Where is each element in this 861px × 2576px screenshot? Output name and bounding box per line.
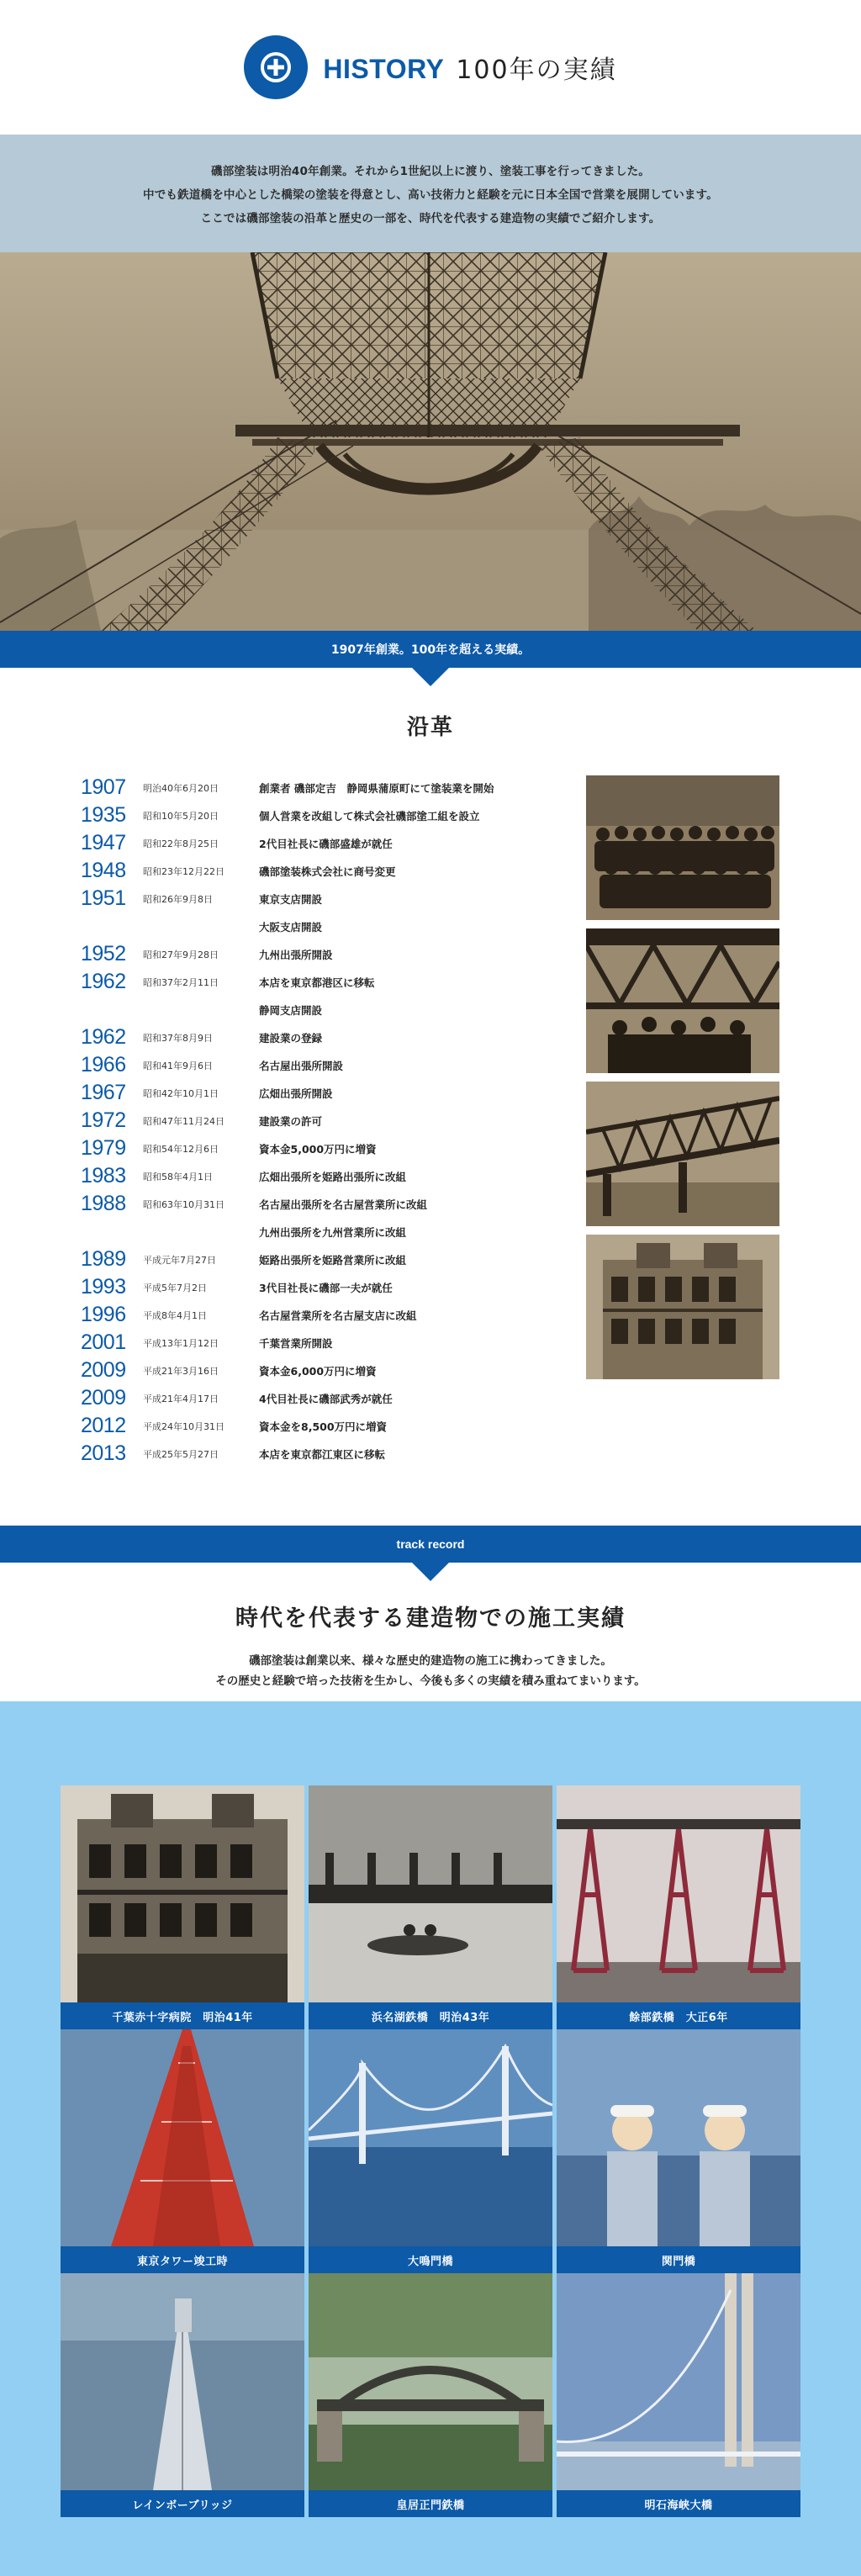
timeline-row [81,1412,568,1440]
timeline-date: 昭和37年2月11日 [143,976,219,988]
timeline-event: 3代目社長に磯部一夫が就任 [259,1281,393,1294]
work-card [61,2029,304,2273]
work-caption: 大鳴門橋 [309,2246,552,2273]
track-record-banner-label: track record [396,1537,465,1551]
page-title-ja: 100年の実績 [456,56,617,85]
timeline-row [81,1162,568,1190]
timeline-row [81,1440,568,1468]
founding-banner [0,631,861,668]
work-photo [61,2029,304,2246]
work-card [61,1785,304,2029]
timeline-row [81,857,568,885]
works-gallery [61,1785,800,2517]
timeline-row [81,1384,568,1412]
history-section [0,668,861,1526]
timeline-year: 1989 [81,1247,126,1271]
timeline-event: 静岡支店開設 [259,1003,323,1017]
page-title-en: HISTORY [323,54,445,84]
work-photo [309,1785,552,2002]
timeline-year: 2009 [81,1358,126,1382]
timeline-row [81,1107,568,1135]
timeline-year: 1962 [81,1025,126,1049]
timeline-date: 平成24年10月31日 [143,1420,224,1432]
timeline-date: 平成21年4月17日 [143,1393,219,1404]
work-card [557,1785,800,2029]
work-photo [61,1785,304,2002]
work-caption: 千葉赤十字病院 明治41年 [61,2002,304,2029]
timeline-event: 千葉営業所開設 [259,1336,333,1350]
work-card [309,2029,552,2273]
timeline-row [81,829,568,857]
work-photo [309,2029,552,2246]
founding-banner-label: 1907年創業。100年を超える実績。 [330,643,531,657]
history-title: 沿革 [406,715,454,740]
history-photo-stack [586,775,779,1379]
timeline-year: 1967 [81,1081,126,1104]
timeline-event: 姫路出張所を姫路営業所に改組 [259,1253,407,1267]
timeline-date: 昭和41年9月6日 [143,1060,213,1071]
timeline-row [81,885,568,912]
timeline-event: 創業者 磯部定吉 静岡県蒲原町にて塗装業を開始 [259,781,494,795]
timeline-date: 昭和23年12月22日 [143,865,224,877]
timeline-row [81,1051,568,1079]
work-caption: 明石海峡大橋 [557,2490,800,2517]
work-card [61,2273,304,2517]
timeline-date: 平成25年5月27日 [143,1448,219,1460]
timeline-event: 資本金6,000万円に増資 [259,1364,377,1378]
work-card [309,1785,552,2029]
timeline-year: 1966 [81,1053,126,1076]
timeline-date: 昭和22年8月25日 [143,838,219,849]
work-caption: 関門橋 [557,2246,800,2273]
timeline-year: 1972 [81,1108,126,1132]
timeline-row [81,801,568,829]
timeline-row [81,1079,568,1107]
timeline-date: 平成元年7月27日 [143,1254,216,1266]
page-title [323,49,616,86]
history-photo-bridge-crew [586,928,779,1073]
intro-line: 磯部塗装は明治40年創業。それから1世紀以上に渡り、塗装工事を行ってきました。 [211,165,650,178]
timeline-row [81,940,568,968]
history-photo-building [586,1235,779,1379]
intro-band [0,135,861,252]
timeline-event: 本店を東京都江東区に移転 [259,1447,386,1461]
timeline-event: 名古屋営業所を名古屋支店に改組 [259,1309,417,1322]
history-timeline [81,774,568,1468]
timeline-event: 磯部塗装株式会社に商号変更 [259,865,396,878]
timeline-year: 1979 [81,1136,126,1160]
timeline-event: 東京支店開設 [259,892,323,906]
timeline-year: 1993 [81,1275,126,1299]
timeline-row [81,1218,568,1246]
timeline-row [81,1024,568,1051]
timeline-event: 本店を東京都港区に移転 [259,976,375,989]
intro-line: 中でも鉄道橋を中心とした橋梁の塗装を得意とし、高い技術力と経験を元に日本全国で営業を展開しています。 [143,188,718,202]
work-caption: 餘部鉄橋 大正6年 [557,2002,800,2029]
timeline-year: 1907 [81,775,126,799]
timeline-date: 昭和37年8月9日 [143,1032,213,1044]
timeline-event: 資本金5,000万円に増資 [259,1142,377,1156]
work-photo [557,2029,800,2246]
timeline-row [81,1190,568,1218]
timeline-event: 建設業の登録 [259,1031,323,1045]
work-photo [309,2273,552,2490]
work-photo [557,1785,800,2002]
work-caption: 皇居正門鉄橋 [309,2490,552,2517]
timeline-event: 4代目社長に磯部武秀が就任 [259,1392,393,1405]
timeline-event: 建設業の許可 [259,1114,323,1128]
history-photo-truss-bridge [586,1082,779,1226]
timeline-row [81,1301,568,1329]
timeline-year: 2009 [81,1386,126,1410]
work-caption: レインボーブリッジ [61,2490,304,2517]
timeline-year: 1962 [81,970,126,993]
timeline-event: 2代目社長に磯部盛雄が就任 [259,837,393,850]
track-record-title: 時代を代表する建造物での施工実績 [235,1605,626,1632]
timeline-row [81,912,568,940]
track-record-banner [0,1526,861,1563]
timeline-date: 明治40年6月20日 [143,782,219,794]
track-record-intro [0,1563,861,1701]
timeline-date: 昭和42年10月1日 [143,1087,219,1099]
timeline-year: 1948 [81,859,126,882]
work-caption: 浜名湖鉄橋 明治43年 [309,2002,552,2029]
track-desc-line: 磯部塗装は創業以来、様々な歴史的建造物の施工に携わってきました。 [249,1654,612,1668]
timeline-row [81,1329,568,1357]
track-desc-line: その歴史と経験で培った技術を生かし、今後も多くの実績を積み重ねてまいります。 [215,1674,646,1688]
timeline-event: 資本金を8,500万円に増資 [259,1420,388,1433]
timeline-year: 2012 [81,1414,126,1437]
timeline-year: 1952 [81,942,126,965]
works-gallery-section [0,1701,861,2576]
tower-construction-photo [0,252,861,631]
timeline-year: 1951 [81,886,126,910]
timeline-date: 昭和63年10月31日 [143,1198,224,1210]
timeline-row [81,996,568,1024]
timeline-date: 昭和58年4月1日 [143,1171,213,1182]
timeline-date: 平成5年7月2日 [143,1282,207,1293]
work-card [309,2273,552,2517]
history-photo-group [586,775,779,920]
timeline-year: 2001 [81,1330,126,1354]
timeline-event: 広畑出張所開設 [259,1087,333,1100]
timeline-row [81,1357,568,1384]
timeline-date: 昭和26年9月8日 [143,893,213,905]
timeline-date: 昭和27年9月28日 [143,949,219,960]
work-card [557,2273,800,2517]
timeline-year: 1996 [81,1303,126,1326]
timeline-date: 昭和47年11月24日 [143,1115,224,1127]
timeline-date: 平成21年3月16日 [143,1365,219,1377]
timeline-year: 2013 [81,1441,126,1465]
intro-line: ここでは磯部塗装の沿革と歴史の一部を、時代を代表する建造物の実績でご紹介します。 [200,212,661,225]
work-card [557,2029,800,2273]
timeline-date: 昭和54年12月6日 [143,1143,219,1155]
timeline-date: 平成8年4月1日 [143,1309,207,1321]
track-record-desc [215,1651,646,1691]
timeline-year: 1988 [81,1192,126,1215]
timeline-row [81,774,568,801]
timeline-event: 九州出張所開設 [259,948,333,961]
timeline-row [81,1246,568,1273]
timeline-event: 個人営業を改組して株式会社磯部塗工組を設立 [259,809,480,823]
timeline-date: 昭和10年5月20日 [143,810,219,822]
timeline-year: 1983 [81,1164,126,1187]
work-photo [61,2273,304,2490]
timeline-year: 1935 [81,803,126,827]
plus-circle-icon [244,35,308,99]
work-caption: 東京タワー竣工時 [61,2246,304,2273]
page-header [0,0,861,135]
timeline-row [81,968,568,996]
timeline-row [81,1273,568,1301]
timeline-year: 1947 [81,831,126,854]
timeline-event: 九州出張所を九州営業所に改組 [259,1225,407,1239]
timeline-date: 平成13年1月12日 [143,1337,219,1349]
timeline-row [81,1135,568,1162]
timeline-event: 名古屋出張所開設 [259,1059,344,1072]
work-photo [557,2273,800,2490]
timeline-event: 大阪支店開設 [259,920,323,934]
timeline-event: 広畑出張所を姫路出張所に改組 [259,1170,407,1183]
timeline-event: 名古屋出張所を名古屋営業所に改組 [259,1198,428,1211]
